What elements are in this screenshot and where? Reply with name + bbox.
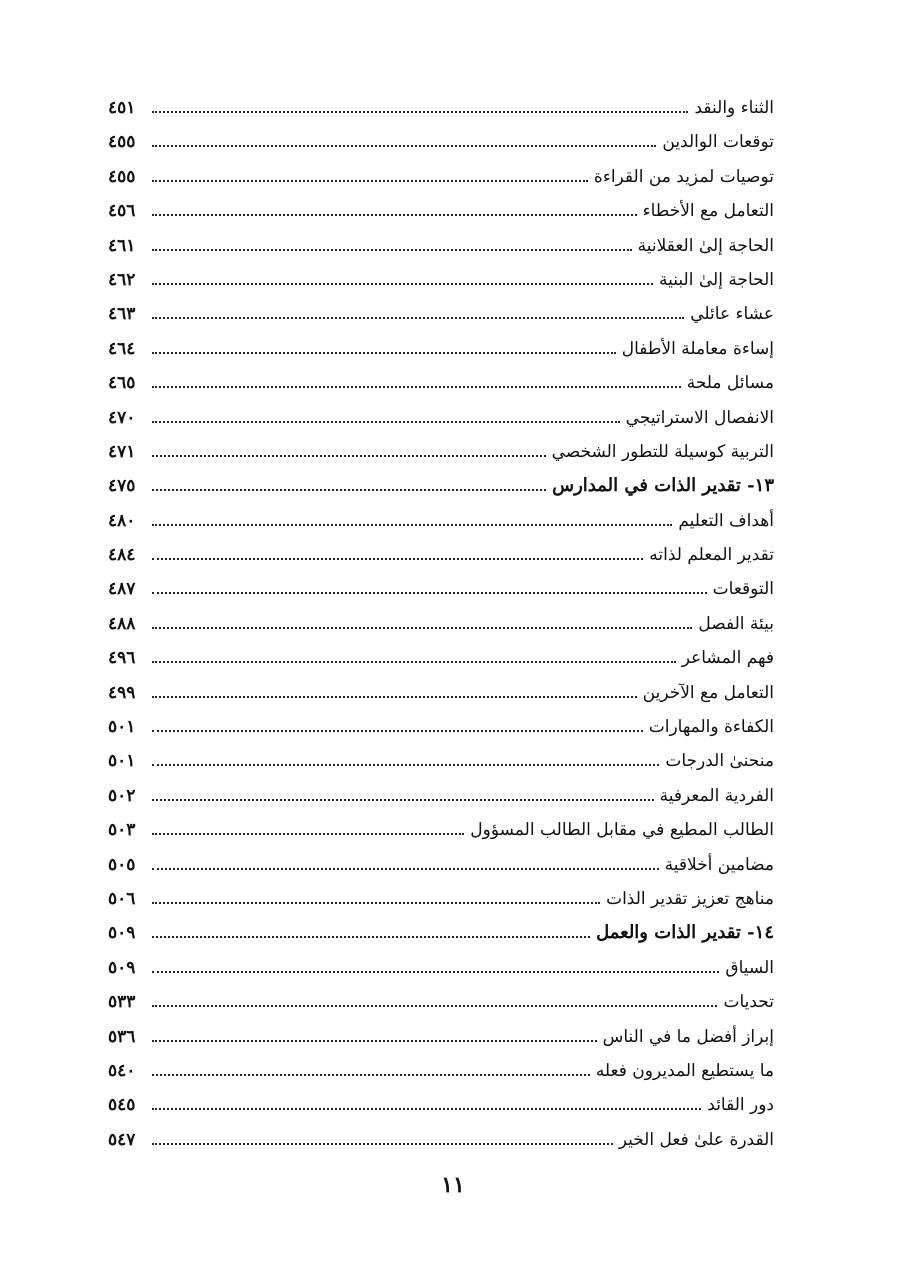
toc-row bbox=[108, 297, 774, 331]
dot-leader bbox=[152, 316, 684, 319]
dot-leader bbox=[152, 695, 637, 698]
toc-entry-title: الطالب المطيع في مقابل الطالب المسؤول bbox=[470, 820, 774, 841]
toc-entry-page: ٥٠٣ bbox=[108, 820, 136, 841]
toc-entry-title: القدرة علىٰ فعل الخير bbox=[618, 1129, 774, 1150]
toc-row bbox=[108, 332, 774, 366]
dot-leader bbox=[152, 1004, 717, 1007]
toc-entry-title: الحاجة إلىٰ البنية bbox=[659, 269, 774, 290]
toc-entry-title: الحاجة إلىٰ العقلانية bbox=[637, 235, 774, 256]
dot-leader bbox=[152, 901, 600, 904]
toc-entry-page: ٥٠١ bbox=[108, 751, 136, 772]
toc-entry-page: ٤٦٥ bbox=[108, 373, 136, 394]
toc-entry-page: ٥٤٧ bbox=[108, 1129, 136, 1150]
toc-row bbox=[108, 538, 774, 572]
toc-row bbox=[108, 607, 774, 641]
dot-leader bbox=[152, 867, 659, 870]
dot-leader bbox=[152, 557, 643, 560]
toc-entry-page: ٤٨٠ bbox=[108, 510, 136, 531]
toc-row bbox=[108, 263, 774, 297]
toc-row bbox=[108, 1054, 774, 1088]
toc-row bbox=[108, 813, 774, 847]
toc-row bbox=[108, 848, 774, 882]
toc-entry-page: ٤٥٥ bbox=[108, 166, 136, 187]
toc-entry-title: التعامل مع الآخرين bbox=[642, 682, 774, 703]
toc-entry-title: بيئة الفصل bbox=[698, 613, 774, 634]
dot-leader bbox=[152, 454, 546, 457]
toc-entry-title: فهم المشاعر bbox=[681, 648, 774, 669]
toc-row bbox=[108, 572, 774, 606]
toc-row bbox=[108, 194, 774, 228]
toc-entry-title: الكفاءة والمهارات bbox=[648, 717, 774, 738]
toc-row bbox=[108, 985, 774, 1019]
toc-entry-page: ٤٥١ bbox=[108, 98, 136, 118]
dot-leader bbox=[152, 591, 707, 594]
toc-entry-title: الثناء والنقد bbox=[694, 98, 774, 118]
dot-leader bbox=[152, 523, 672, 526]
toc-entry-page: ٤٥٦ bbox=[108, 201, 136, 222]
toc-entry-page: ٥٠٥ bbox=[108, 854, 136, 875]
dot-leader bbox=[152, 144, 656, 147]
toc-entry-page: ٥٠١ bbox=[108, 717, 136, 738]
toc-entry-page: ٥٣٣ bbox=[108, 992, 136, 1013]
toc-entry-page: ٤٨٨ bbox=[108, 613, 136, 634]
toc-entry-page: ٤٦٢ bbox=[108, 269, 136, 290]
dot-leader bbox=[152, 488, 546, 491]
toc-entry-title: أهداف التعليم bbox=[678, 510, 774, 531]
toc-entry-page: ٤٥٥ bbox=[108, 132, 136, 153]
toc-row bbox=[108, 229, 774, 263]
toc-entry-page: ٥٠٢ bbox=[108, 785, 136, 806]
dot-leader bbox=[152, 763, 659, 766]
toc-entry-page: ٥٤٠ bbox=[108, 1060, 136, 1081]
toc-entry-page: ٥٤٥ bbox=[108, 1095, 136, 1116]
toc-entry-title: الانفصال الاستراتيجي bbox=[625, 407, 774, 428]
dot-leader bbox=[152, 935, 590, 938]
toc-entry-title: تقدير المعلم لذاته bbox=[649, 545, 774, 566]
toc-chapter-row bbox=[108, 469, 774, 503]
toc-entry-title: التوقعات bbox=[712, 579, 774, 600]
dot-leader bbox=[152, 970, 719, 973]
toc-entry-title: ١٣- تقدير الذات في المدارس bbox=[552, 475, 774, 497]
toc-entry-title: تحديات bbox=[723, 992, 774, 1013]
toc-entry-title: ١٤- تقدير الذات والعمل bbox=[596, 922, 774, 944]
toc-entry-title: مناهج تعزيز تقدير الذات bbox=[606, 888, 774, 909]
page-number: ١١ bbox=[441, 1172, 465, 1198]
dot-leader bbox=[152, 420, 620, 423]
toc-entry-title: الفردية المعرفية bbox=[659, 785, 774, 806]
toc-entry-page: ٥٣٦ bbox=[108, 1026, 136, 1047]
toc-row bbox=[108, 1088, 774, 1122]
toc-entry-title: عشاء عائلي bbox=[690, 304, 774, 325]
toc-entry-title: ما يستطيع المديرون فعله bbox=[595, 1060, 774, 1081]
dot-leader bbox=[152, 179, 588, 182]
dot-leader bbox=[152, 385, 681, 388]
toc-entry-page: ٤٩٦ bbox=[108, 648, 136, 669]
toc-entry-page: ٤٦١ bbox=[108, 235, 136, 256]
dot-leader bbox=[152, 110, 688, 113]
toc-entry-title: إبراز أفضل ما في الناس bbox=[602, 1026, 774, 1047]
toc-entry-page: ٤٧١ bbox=[108, 441, 136, 462]
table-of-contents bbox=[108, 91, 774, 1157]
dot-leader bbox=[152, 213, 637, 216]
toc-row bbox=[108, 366, 774, 400]
toc-row bbox=[108, 504, 774, 538]
toc-entry-title: إساءة معاملة الأطفال bbox=[621, 338, 774, 359]
toc-entry-page: ٥٠٩ bbox=[108, 923, 136, 944]
toc-row bbox=[108, 779, 774, 813]
toc-row bbox=[108, 676, 774, 710]
toc-entry-page: ٤٦٤ bbox=[108, 338, 136, 359]
toc-row bbox=[108, 91, 774, 125]
toc-row bbox=[108, 882, 774, 916]
toc-entry-title: مسائل ملحة bbox=[686, 373, 774, 394]
toc-entry-page: ٤٩٩ bbox=[108, 682, 136, 703]
dot-leader bbox=[152, 729, 643, 732]
dot-leader bbox=[152, 282, 653, 285]
dot-leader bbox=[152, 1073, 590, 1076]
toc-entry-title: توقعات الوالدين bbox=[662, 132, 774, 153]
toc-entry-page: ٥٠٦ bbox=[108, 888, 136, 909]
toc-entry-title: دور القائد bbox=[707, 1095, 774, 1116]
dot-leader bbox=[152, 660, 676, 663]
toc-row bbox=[108, 744, 774, 778]
dot-leader bbox=[152, 1107, 701, 1110]
toc-row bbox=[108, 1123, 774, 1157]
toc-entry-page: ٤٧٠ bbox=[108, 407, 136, 428]
toc-entry-title: مضامين أخلاقية bbox=[664, 854, 774, 875]
toc-row bbox=[108, 951, 774, 985]
toc-row bbox=[108, 160, 774, 194]
dot-leader bbox=[152, 1039, 597, 1042]
toc-entry-page: ٤٧٥ bbox=[108, 476, 136, 497]
dot-leader bbox=[152, 248, 632, 251]
dot-leader bbox=[152, 351, 616, 354]
toc-row bbox=[108, 401, 774, 435]
toc-entry-page: ٤٨٧ bbox=[108, 579, 136, 600]
toc-entry-title: توصيات لمزيد من القراءة bbox=[593, 166, 774, 187]
toc-row bbox=[108, 125, 774, 159]
toc-entry-title: التربية كوسيلة للتطور الشخصي bbox=[551, 441, 774, 462]
toc-entry-title: منحنىٰ الدرجات bbox=[665, 751, 774, 772]
dot-leader bbox=[152, 798, 654, 801]
dot-leader bbox=[152, 626, 692, 629]
toc-row bbox=[108, 641, 774, 675]
toc-row bbox=[108, 435, 774, 469]
dot-leader bbox=[152, 1142, 613, 1145]
toc-entry-title: السياق bbox=[725, 957, 774, 978]
toc-row bbox=[108, 710, 774, 744]
toc-entry-page: ٤٦٣ bbox=[108, 304, 136, 325]
toc-entry-page: ٤٨٤ bbox=[108, 545, 136, 566]
toc-entry-page: ٥٠٩ bbox=[108, 957, 136, 978]
toc-entry-title: التعامل مع الأخطاء bbox=[642, 201, 774, 222]
dot-leader bbox=[152, 832, 464, 835]
toc-chapter-row bbox=[108, 916, 774, 950]
toc-row bbox=[108, 1020, 774, 1054]
